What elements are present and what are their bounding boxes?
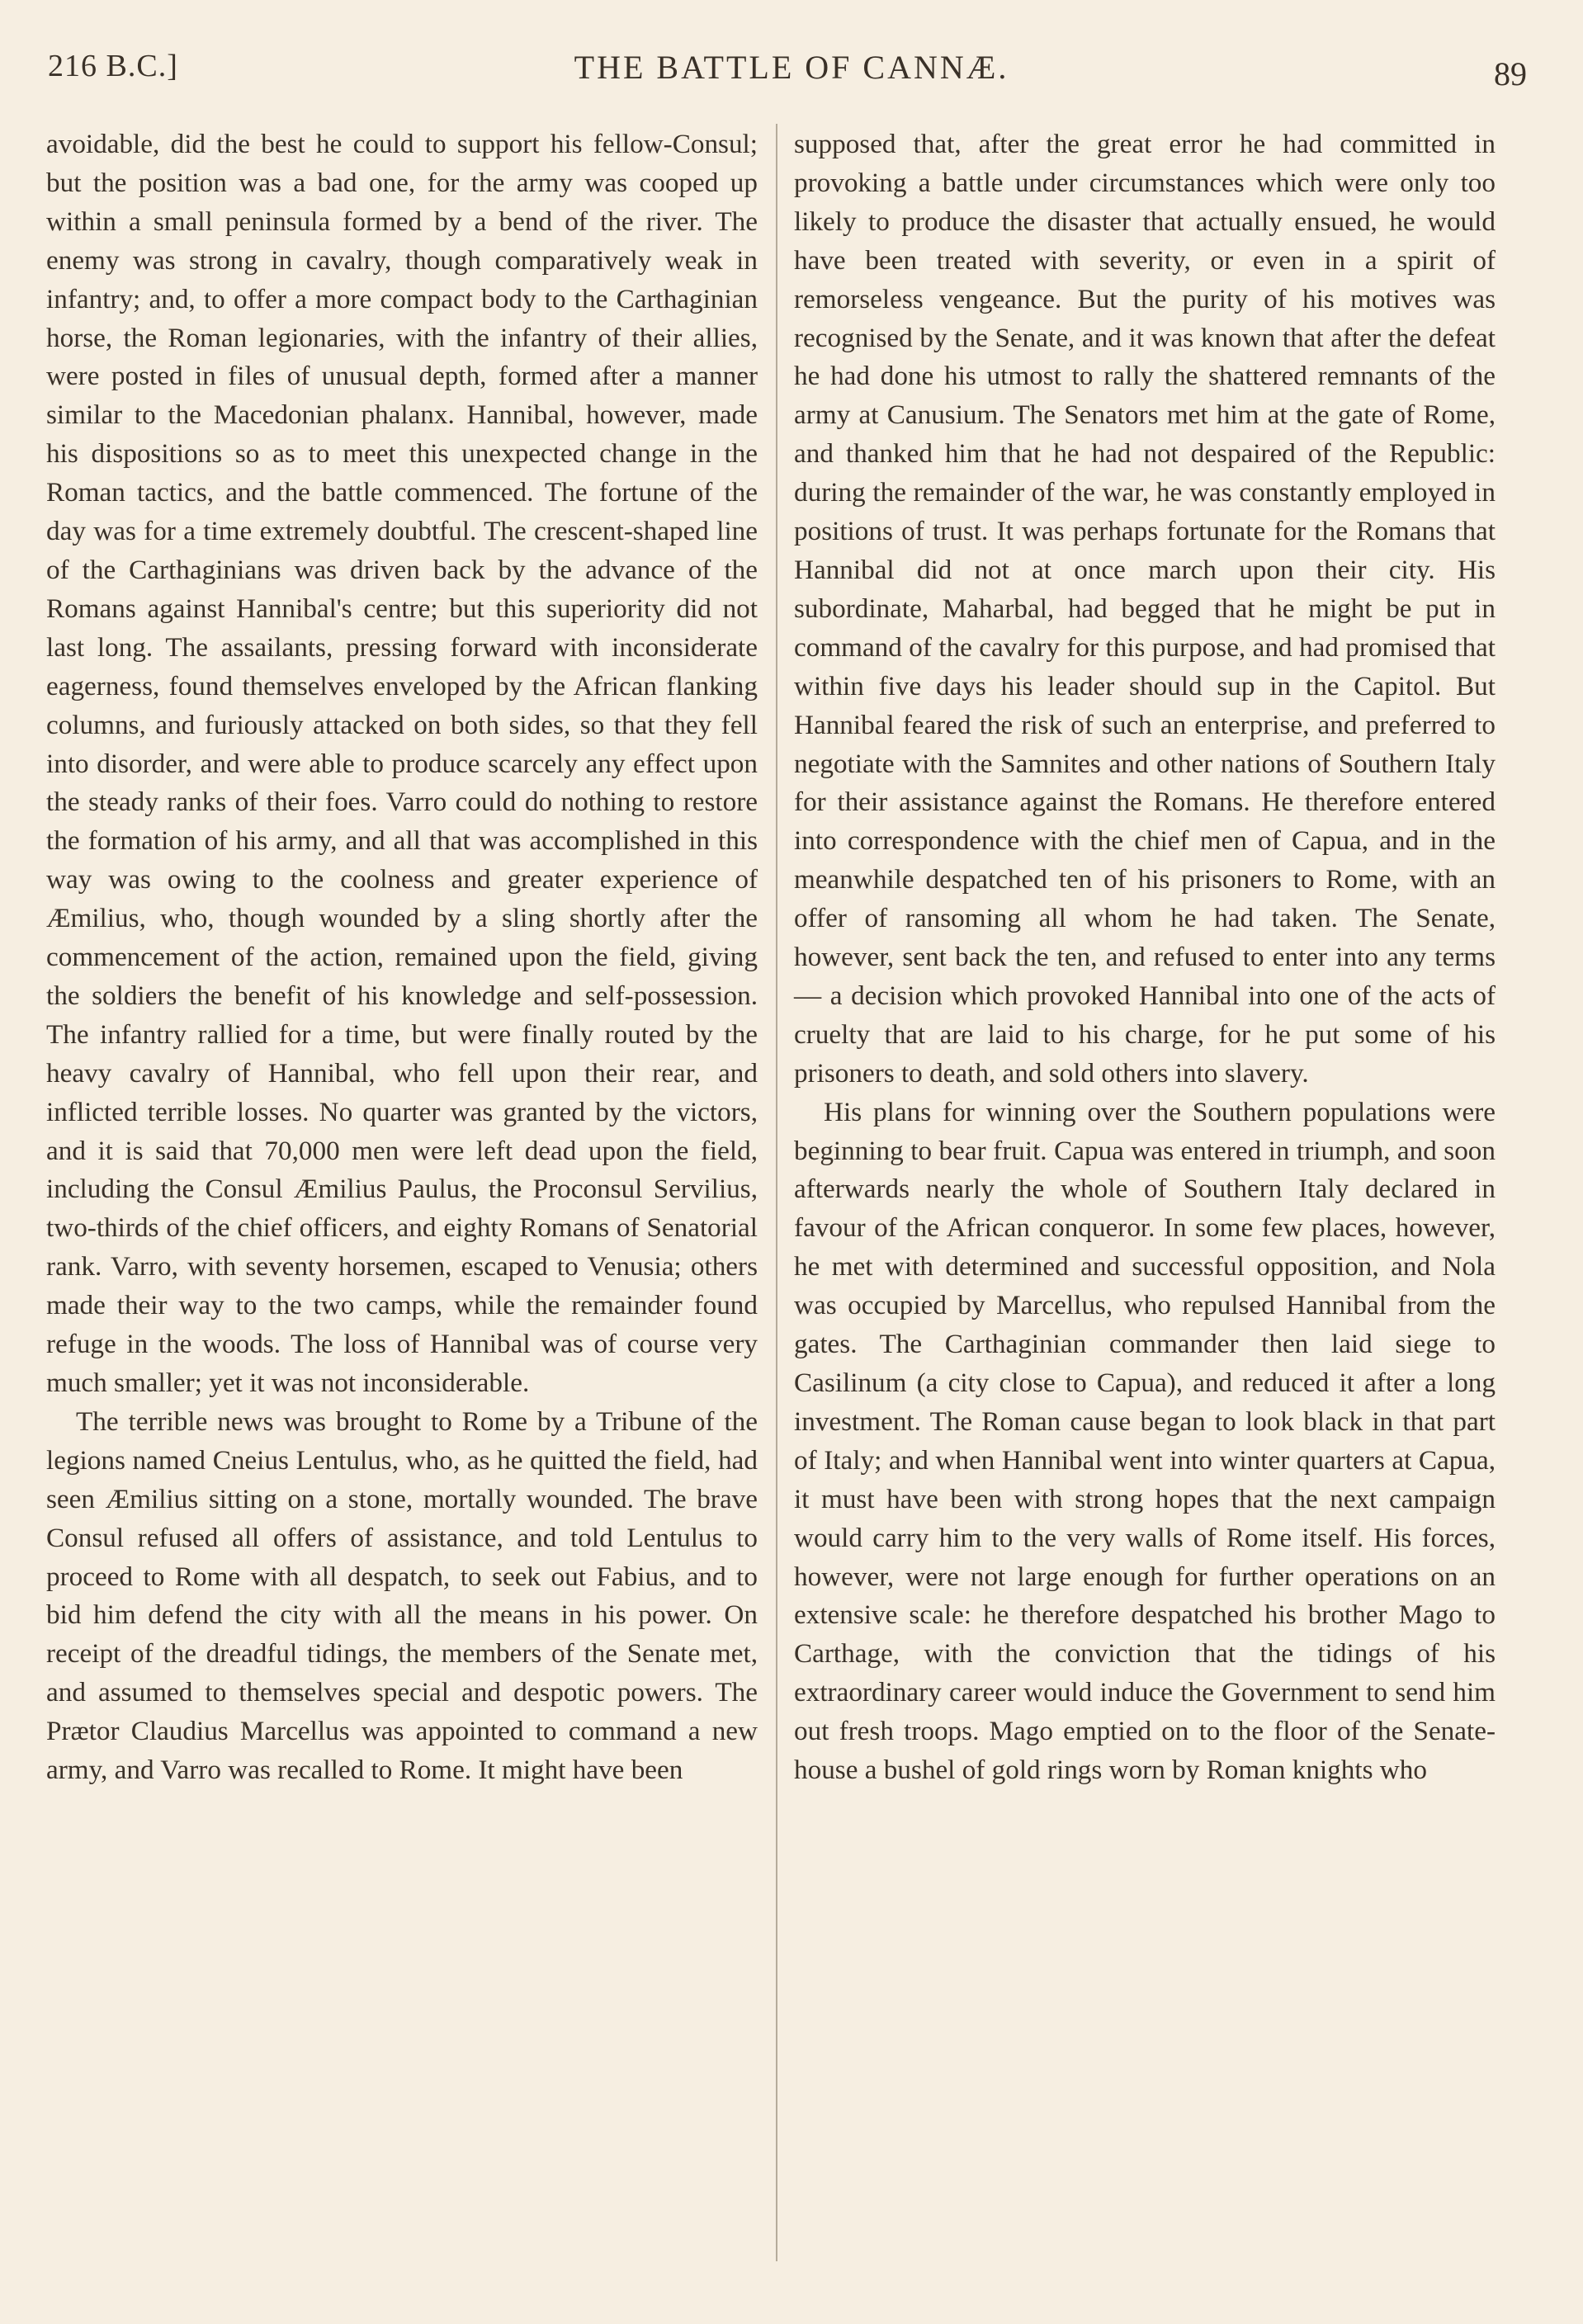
paragraph: The terrible news was brought to Rome by a Tribune of the legions named Cneius Lentulus, who, as he quitted the field, had seen Æmilius sitting on a stone, mortally wounded. The brave Consul refused all offers of assistance, and told Lentulus to proceed to Rome with all despatch, to seek out Fabius, and to bid him defend the city with all the means in his power. On receipt of the dreadful tidings, the members of the Senate met, and assumed to themselves special and despotic powers. The Prætor Claudius Marcellus was appointed to command a new army, and Varro was recalled to Rome. It might have been: [46, 1405, 758, 1786]
paragraph: His plans for winning over the Southern populations were beginning to bear fruit. Capua was entered in triumph, and soon afterwards nearly the whole of Southern Italy declared in favour of the African conqueror. In some few places, however, he met with determined and successful opposition, and Nola was occupied by Marcellus, who repulsed Hannibal from the gates. The Carthaginian commander then laid siege to Casilinum (a city close to Capua), and reduced it after a long investment. The Roman cause began to look black in that part of Italy; and when Hannibal went into winter quarters at Capua, it must have been with strong hopes that the next campaign would carry him to the very walls of Rome itself. His forces, however, were not large enough for further operations on an extensive scale: he therefore despatched his brother Mago to Carthage, with the conviction that the tidings of his extraordinary career would induce the Government to send him out fresh troops. Mago emptied on to the floor of the Senate-house a bushel of gold rings worn by Roman knights who: [794, 1096, 1496, 1786]
page-number: 89: [1494, 55, 1527, 92]
left-column: [46, 125, 758, 1790]
header-title: THE BATTLE OF CANNÆ.: [574, 49, 1009, 86]
column-divider: [776, 124, 777, 2261]
right-column: [794, 125, 1496, 1790]
running-header: [48, 48, 1535, 97]
header-date: 216 B.C.]: [48, 49, 178, 83]
paragraph: avoidable, did the best he could to support his fellow-Consul; but the position was a bad one, for the army was cooped up within a small peninsula formed by a bend of the river. The enemy was strong in cavalry, though comparatively weak in infantry; and, to offer a more compact body to the Carthaginian horse, the Roman legionaries, with the infantry of their allies, were posted in files of unusual depth, formed after a manner similar to the Macedonian phalanx. Hannibal, however, made his dispositions so as to meet this unexpected change in the Roman tactics, and the battle commenced. The fortune of the day was for a time extremely doubtful. The crescent-shaped line of the Carthaginians was driven back by the advance of the Romans against Hannibal's centre; but this superiority did not last long. The assailants, pressing forward with inconsiderate eagerness, found themselves enveloped by the African flanking columns, and furiously attacked on both sides, so that they fell into disorder, and were able to produce scarcely any effect upon the steady ranks of their foes. Varro could do nothing to restore the formation of his army, and all that was accomplished in this way was owing to the coolness and greater experience of Æmilius, who, though wounded by a sling shortly after the commencement of the action, remained upon the field, giving the soldiers the benefit of his knowledge and self-possession. The infantry rallied for a time, but were finally routed by the heavy cavalry of Hannibal, who fell upon their rear, and inflicted terrible losses. No quarter was granted by the victors, and it is said that 70,000 men were left dead upon the field, including the Consul Æmilius Paulus, the Proconsul Servilius, two-thirds of the chief officers, and eighty Romans of Senatorial rank. Varro, with seventy horsemen, escaped to Venusia; others made their way to the two camps, while the remainder found refuge in the woods. The loss of Hannibal was of course very much smaller; yet it was not inconsiderable.: [46, 129, 758, 1398]
paragraph: supposed that, after the great error he had committed in provoking a battle under circumstances which were only too likely to produce the disaster that actually ensued, he would have been treated with severity, or even in a spirit of remorseless vengeance. But the purity of his motives was recognised by the Senate, and it was known that after the defeat he had done his utmost to rally the shattered remnants of the army at Canusium. The Senators met him at the gate of Rome, and thanked him that he had not despaired of the Republic: during the remainder of the war, he was constantly employed in positions of trust. It was perhaps fortunate for the Romans that Hannibal did not at once march upon their city. His subordinate, Maharbal, had begged that he might be put in command of the cavalry for this purpose, and had promised that within five days his leader should sup in the Capitol. But Hannibal feared the risk of such an enterprise, and preferred to negotiate with the Samnites and other nations of Southern Italy for their assistance against the Romans. He therefore entered into correspondence with the chief men of Capua, and in the meanwhile despatched ten of his prisoners to Rome, with an offer of ransoming all whom he had taken. The Senate, however, sent back the ten, and refused to enter into any terms — a decision which provoked Hannibal into one of the acts of cruelty that are laid to his charge, for he put some of his prisoners to death, and sold others into slavery.: [794, 129, 1496, 1089]
